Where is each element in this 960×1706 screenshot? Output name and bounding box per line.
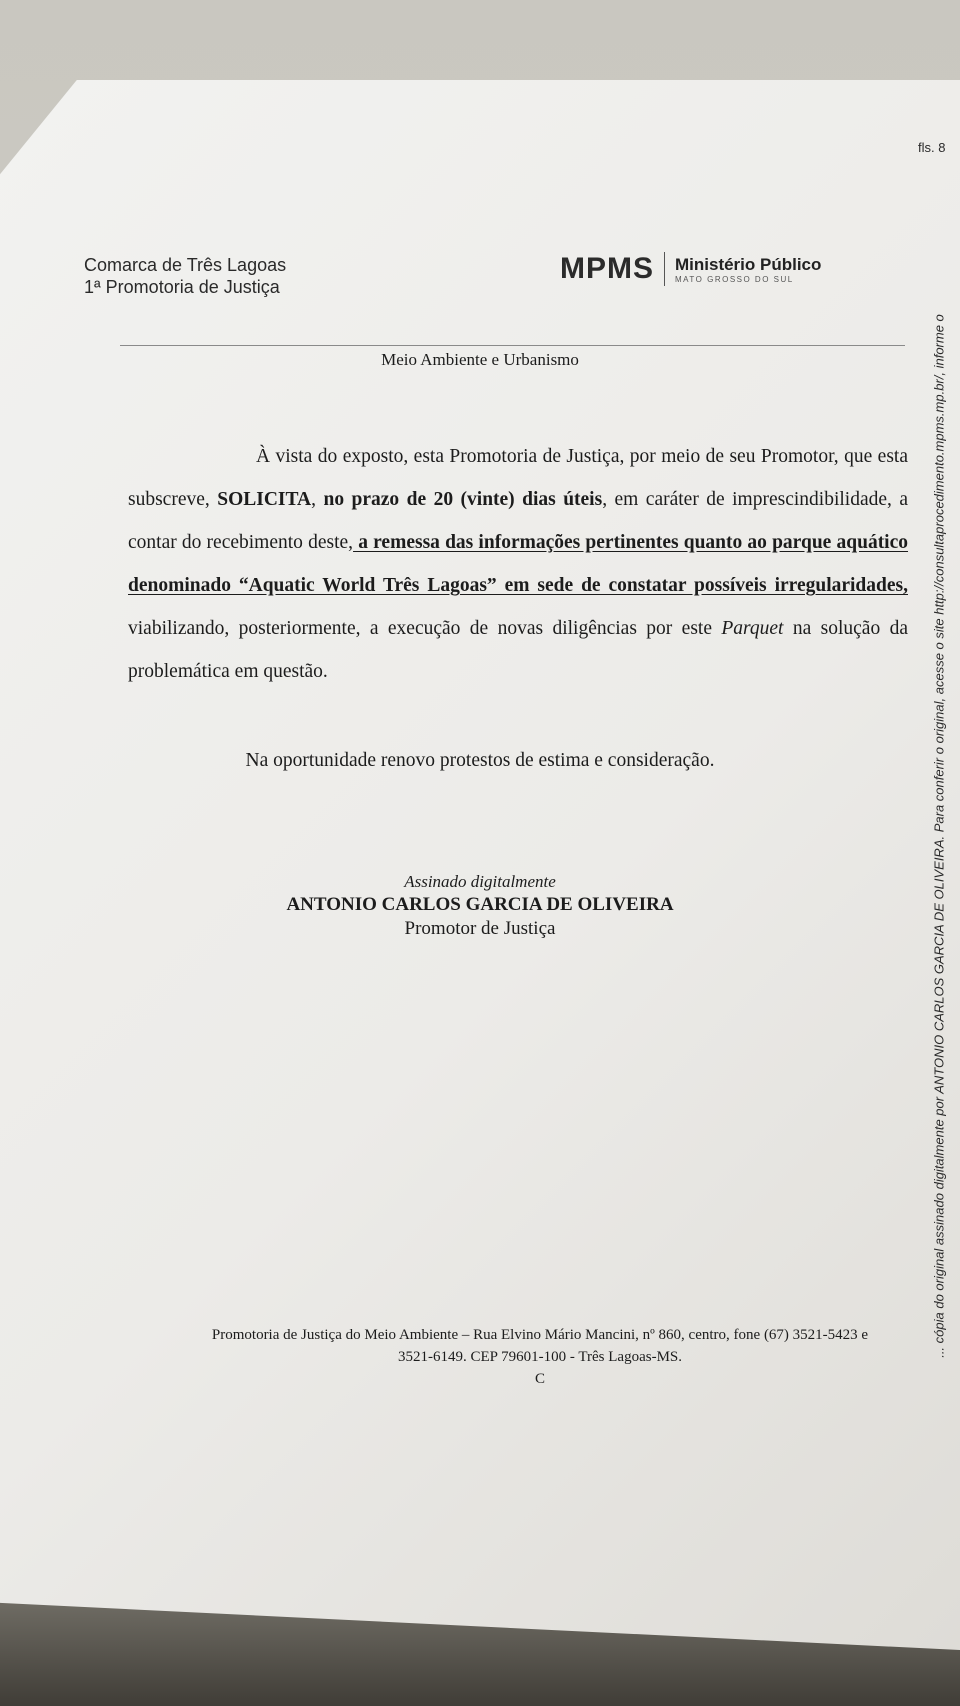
- comarca-name: Comarca de Três Lagoas: [84, 255, 287, 275]
- logo-text: [675, 255, 821, 284]
- logo-mark: MPMS: [560, 252, 654, 285]
- footer-line-1: Promotoria de Justiça do Meio Ambiente – Rua Elvino Mário Mancini, nº 860, centro, fone (67) 3521-5423 e: [211, 1327, 869, 1343]
- parquet-text: Parquet: [721, 618, 784, 639]
- request-underlined-text: a remessa das informações pertinentes quanto ao parque aquático denominado “Aquatic World Três Lagoas” em sede de constatar possíveis irregularidades,: [128, 532, 909, 596]
- deadline-text: no prazo de 20 (vinte) dias úteis: [323, 489, 603, 510]
- side-verification-text: ... cópia do original assinado digitalmente por ANTONIO CARLOS GARCIA DE OLIVEIRA. Para conferir o original, acesse o site http://consultaprocedimento.mpms.mp.br/, informe o: [931, 314, 947, 1358]
- footer-address: [140, 1324, 940, 1390]
- logo-divider: [664, 252, 665, 286]
- page-number: fls. 8: [918, 140, 946, 155]
- text-segment: , em caráter de imprescindibilidade, a contar do recebimento deste,: [128, 489, 908, 553]
- logo-title: Ministério Público: [675, 254, 822, 274]
- side-verification-wrap: [930, 246, 948, 1426]
- logo-subtitle: MATO GROSSO DO SUL: [675, 274, 794, 284]
- footer-line-3: C: [534, 1371, 545, 1387]
- footer-line-2: 3521-6149. CEP 79601-100 - Três Lagoas-MS.: [397, 1349, 683, 1365]
- text-segment: ,: [311, 489, 324, 510]
- signer-role: Promotor de Justiça: [404, 918, 556, 939]
- promotoria-name: 1ª Promotoria de Justiça: [84, 277, 280, 297]
- closing-paragraph: Na oportunidade renovo protestos de estima e consideração.: [245, 750, 715, 771]
- signature-block: [0, 872, 960, 940]
- signature-note: Assinado digitalmente: [404, 872, 556, 891]
- comarca-header: [84, 254, 286, 298]
- main-paragraph: [128, 435, 908, 693]
- solicita-text: SOLICITA: [217, 489, 312, 510]
- text-segment: na solução da problemática em questão.: [128, 618, 908, 682]
- text-segment: À vista do exposto, esta Promotoria de Justiça, por meio de seu Promotor, que esta subscreve,: [128, 446, 908, 510]
- mpms-logo: [560, 252, 821, 286]
- signer-name: ANTONIO CARLOS GARCIA DE OLIVEIRA: [286, 894, 674, 915]
- text-segment: viabilizando, posteriormente, a execução de novas diligências por este: [128, 618, 722, 639]
- section-title: Meio Ambiente e Urbanismo: [381, 350, 579, 369]
- document-page: [0, 80, 960, 1650]
- header-divider: [120, 345, 905, 346]
